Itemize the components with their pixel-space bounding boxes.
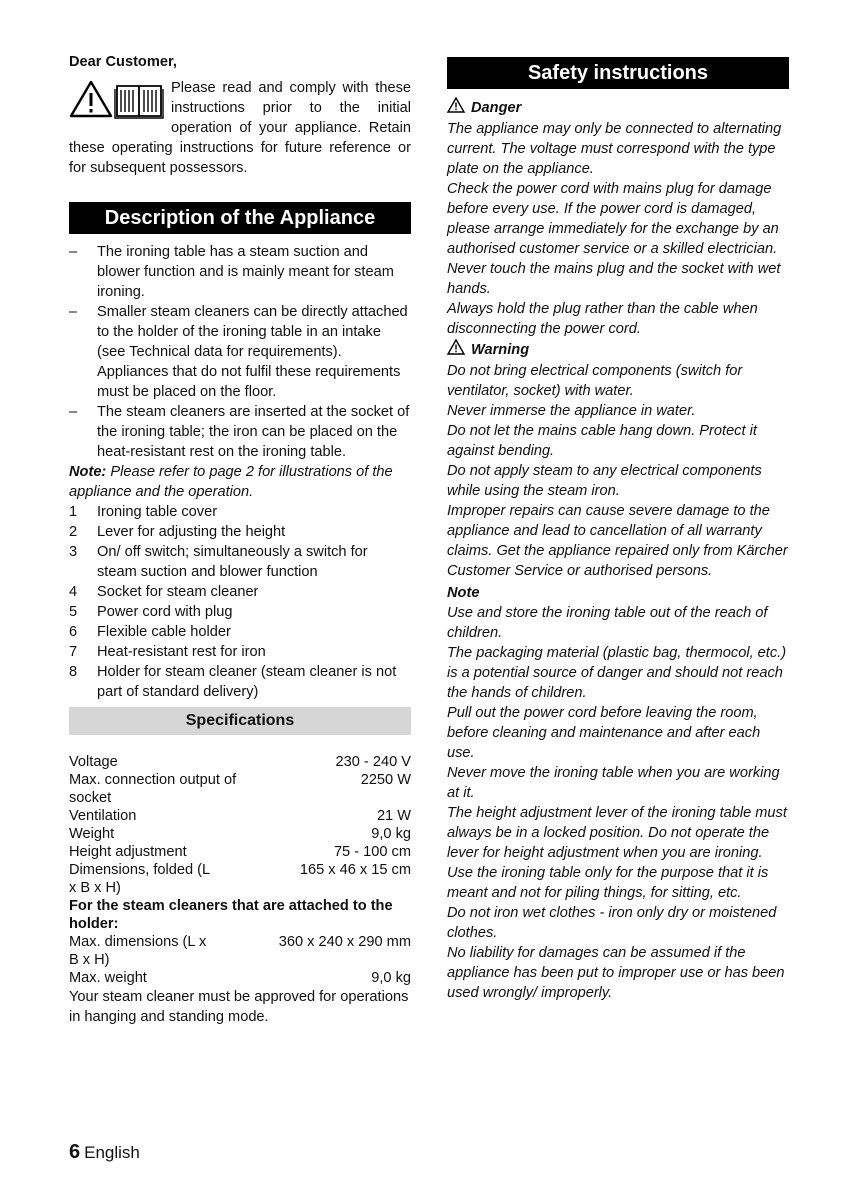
note-line (69, 462, 411, 502)
greeting: Dear Customer, (69, 54, 177, 70)
note-heading: Note (447, 585, 480, 601)
page-number: 6 (69, 1141, 81, 1163)
warning-text: Never immerse the appliance in water. (447, 403, 696, 419)
warning-triangle-icon (447, 97, 465, 119)
list-item: 7 Heat-resistant rest for iron (69, 644, 266, 660)
safety-heading: Safety instructions (447, 57, 789, 89)
note-text: The packaging material (plastic bag, thermocol, etc.) is a potential source of danger and should not reach the hands of children. (447, 645, 787, 701)
approval-text: Your steam cleaner must be approved for operations in hanging and standing mode. (69, 989, 409, 1025)
list-item: 4 Socket for steam cleaner (69, 584, 259, 600)
page-footer (69, 1140, 140, 1165)
spec-row: Dimensions, folded (L x B x H) 165 x 46 x 15 cm (69, 862, 411, 896)
list-item: – The steam cleaners are inserted at the socket of the ironing table; the iron can be placed on the heat-resistant rest on the ironing table. (69, 404, 410, 460)
danger-text: Always hold the plug rather than the cable when disconnecting the power cord. (447, 301, 758, 337)
warning-triangle-icon (447, 339, 465, 361)
list-item: 1 Ironing table cover (69, 504, 218, 520)
spec-row: Max. weight 9,0 kg (69, 970, 411, 986)
footer-language: English (84, 1143, 140, 1162)
holder-heading: For the steam cleaners that are attached to the holder: (69, 898, 393, 932)
right-column (447, 52, 789, 1003)
intro-text: Please read and comply with these instructions prior to the initial operation of your appliance. Retain these operating instructions for future reference or for subsequent possessors. (69, 80, 411, 176)
note-text: Do not iron wet clothes - iron only dry or moistened clothes. (447, 905, 777, 941)
note-text: The height adjustment lever of the ironing table must always be in a locked position. Do not operate the lever for height adjustment when you are ironing. (447, 805, 787, 861)
warning-text: Do not bring electrical components (switch for ventilator, socket) with water. (447, 363, 743, 399)
danger-text: The appliance may only be connected to alternating current. The voltage must correspond with the type plate on the appliance. (447, 121, 782, 177)
list-item: 2 Lever for adjusting the height (69, 524, 286, 540)
parts-list (69, 502, 411, 702)
description-list (69, 242, 411, 462)
spec-row: Max. connection output of socket 2250 W (69, 772, 411, 806)
specs-table (69, 753, 411, 1027)
list-item: 6 Flexible cable holder (69, 624, 231, 640)
danger-text: Check the power cord with mains plug for damage before every use. If the power cord is damaged, please arrange immediately for the exchange by an authorised customer service or a skilled electrician. (447, 181, 779, 257)
note-text: Never move the ironing table when you are working at it. (447, 765, 780, 801)
left-column (69, 52, 411, 1027)
intro-block (69, 78, 411, 178)
list-item: 5 Power cord with plug (69, 604, 233, 620)
note-text: Please refer to page 2 for illustrations of the appliance and the operation. (69, 464, 393, 500)
list-item: 3 On/ off switch; simultaneously a switch for steam suction and blower function (69, 544, 368, 580)
note-label: Note: (69, 464, 107, 480)
list-item: – The ironing table has a steam suction and blower function and is mainly meant for steam ironing. (69, 244, 394, 300)
spec-row: Height adjustment 75 - 100 cm (69, 844, 411, 860)
spec-row: Max. dimensions (L x B x H) 360 x 240 x 290 mm (69, 934, 411, 968)
warning-text: Improper repairs can cause severe damage to the appliance and lead to cancellation of all warranty claims. Get the appliance repaired only from Kärcher Customer Service or authorised persons. (447, 503, 788, 579)
spec-row: Weight 9,0 kg (69, 826, 411, 842)
note-text: No liability for damages can be assumed if the appliance has been put to improper use or has been used wrongly/ improperly. (447, 945, 785, 1001)
danger-heading: Danger (447, 97, 789, 119)
spec-row: Ventilation 21 W (69, 808, 411, 824)
warning-text: Do not let the mains cable hang down. Protect it against bending. (447, 423, 757, 459)
warning-manual-icon (69, 80, 169, 120)
list-item: – Smaller steam cleaners can be directly attached to the holder of the ironing table in an intake (see Technical data for requirements). Appliances that do not fulfil these requirements must be placed on the floor. (69, 304, 408, 400)
note-text: Pull out the power cord before leaving the room, before cleaning and maintenance and after each use. (447, 705, 761, 761)
warning-text: Do not apply steam to any electrical components while using the steam iron. (447, 463, 762, 499)
warning-heading: Warning (447, 339, 789, 361)
note-text: Use the ironing table only for the purpose that it is meant and not for piling things, for sitting, etc. (447, 865, 769, 901)
spec-row: Voltage 230 - 240 V (69, 754, 411, 770)
note-text: Use and store the ironing table out of the reach of children. (447, 605, 768, 641)
specifications-heading: Specifications (69, 707, 411, 735)
list-item: 8 Holder for steam cleaner (steam cleaner is not part of standard delivery) (69, 664, 397, 700)
description-heading: Description of the Appliance (69, 202, 411, 234)
danger-text: Never touch the mains plug and the socket with wet hands. (447, 261, 781, 297)
